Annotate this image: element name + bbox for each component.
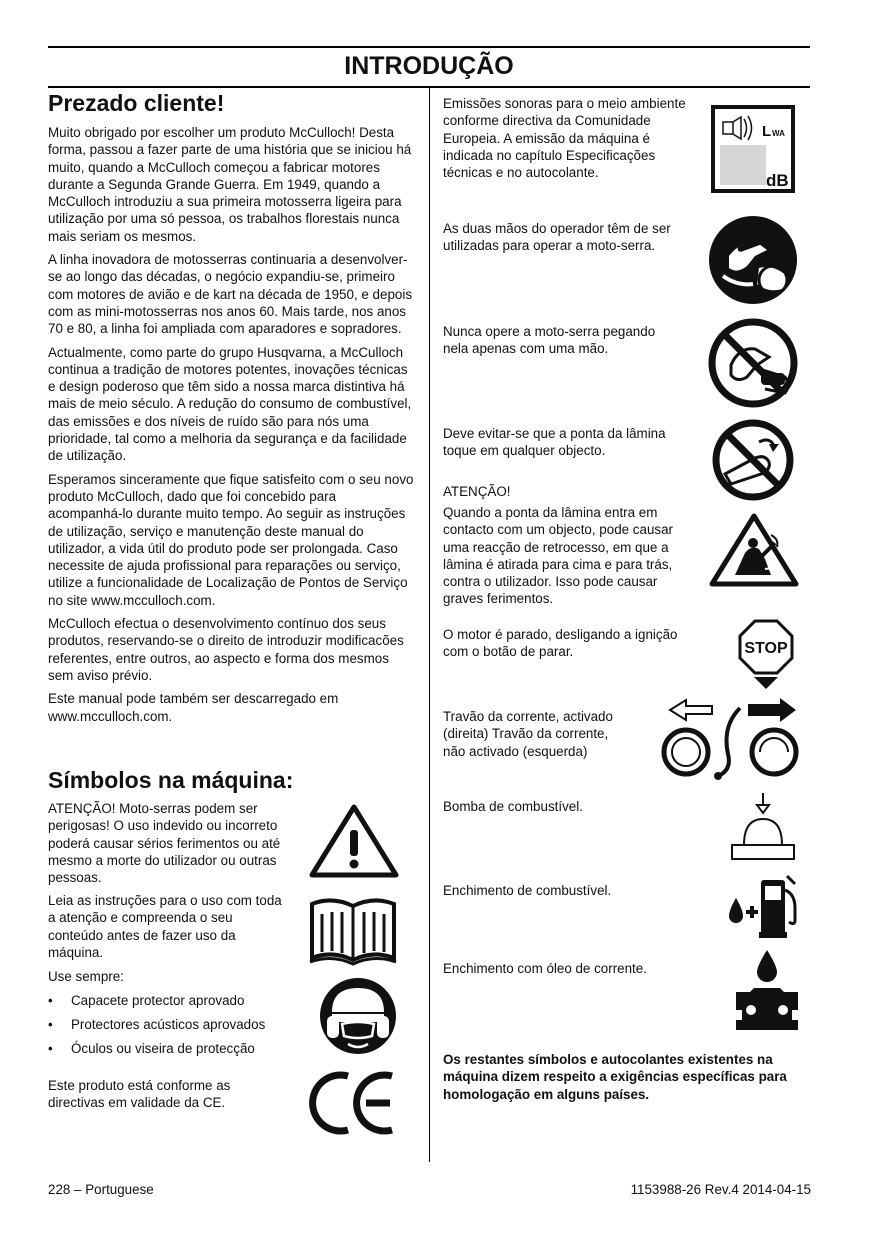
intro-paragraph: Este manual pode também ser descarregado em www.mcculloch.com. xyxy=(48,691,339,724)
fuel-pump-text: Bomba de combustível. xyxy=(443,799,583,814)
list-item: • Protectores acústicos aprovados xyxy=(48,1016,266,1032)
symbols-use-always-text: Use sempre: xyxy=(48,969,124,984)
symbols-heading: Símbolos na máquina: xyxy=(48,767,294,793)
closing-note: Os restantes símbolos e autocolantes existentes na máquina dizem respeito a exigências específicas para homologação em alguns países. xyxy=(443,1052,787,1102)
intro-paragraph: McCulloch efectua o desenvolvimento contínuo dos seus produtos, reservando-se o direito de introduzir modificacões referentes, entre outros, ao aspecto e forma dos mesmos sem aviso prévio. xyxy=(48,616,404,683)
intro-paragraph: Muito obrigado por escolher um produto McCulloch! Desta forma, passou a fazer parte de uma história que se iniciou há muito, quando a McCulloch começou a fabricar motores durante a Segunda Grande Guerra. Em 1949, quando a McCulloch introduziu a sua primeira motosserra ligeira para utilização por uma só pessoa, os trabalhos florestais nunca mais seriam os mesmos. xyxy=(48,125,412,244)
fuel-fill-text: Enchimento de combustível. xyxy=(443,883,612,898)
noise-text: Emissões sonoras para o meio ambiente conforme directiva da Comunidade Europeia. A emissão da máquina é indicada no capítulo Especificações técnicas e no autocolante. xyxy=(443,96,686,181)
intro-heading: Prezado cliente! xyxy=(48,90,225,116)
bullet-list xyxy=(48,992,265,1057)
page-title: INTRODUÇÃO xyxy=(344,52,514,80)
no-tip-contact-icon xyxy=(711,418,795,502)
stop-button-icon xyxy=(738,619,794,691)
intro-paragraph: Actualmente, como parte do grupo Husqvarna, a McCulloch continua a tradição de motores potentes, inovações técnicas e design poderoso que têm sido a nossa marca distintiva há mais de meio século. A redução do consumo de combustível, das emissões e dos níveis de ruído são para nós uma prioridade, tal como a melhoria da segurança e da facilidade de utilização. xyxy=(48,344,412,464)
svg-text:L: L xyxy=(762,123,772,140)
svg-text:WA: WA xyxy=(772,129,785,138)
column-divider xyxy=(429,87,430,1162)
protective-gear-icon xyxy=(318,976,398,1056)
chain-oil-icon xyxy=(734,948,800,1034)
noise-label-icon xyxy=(711,105,795,193)
intro-paragraph: A linha inovadora de motosserras continuaria a desenvolver-se ao longo das décadas, o negócio expandiu-se, primeiro com motores de avião e de kart na década de 1950, e depois com as mini-motosserras nos anos 60. Mais tarde, nos anos 70 e 80, a linha foi ampliada com aparadores e sopradores. xyxy=(48,252,413,337)
list-item: • Óculos ou viseira de protecção xyxy=(48,1040,255,1056)
footer-doc-reference: 1153988-26 Rev.4 2014-04-15 xyxy=(630,1182,811,1197)
intro-body xyxy=(48,124,414,731)
oil-fill-text: Enchimento com óleo de corrente. xyxy=(443,961,647,976)
kickback-warning-icon xyxy=(709,513,799,587)
no-one-hand-icon xyxy=(707,317,799,409)
ce-mark-icon xyxy=(308,1068,400,1138)
two-hands-text: As duas mãos do operador têm de ser utilizadas para operar a moto-serra. xyxy=(443,221,671,254)
footer-page-number: 228 – Portuguese xyxy=(48,1182,154,1197)
chain-brake-text: Travão da corrente, activado (direita) Travão da corrente, não activado (esquerda) xyxy=(443,709,613,759)
fuel-fill-icon xyxy=(727,868,801,940)
tip-text: Deve evitar-se que a ponta da lâmina toque em qualquer objecto. xyxy=(443,426,666,459)
kickback-text: Quando a ponta da lâmina entra em contacto com um objecto, pode causar uma reacção de retrocesso, em que a lâmina é atirada para cima e para trás, contra o utilizador. Isso pode causar graves ferimentos. xyxy=(443,505,674,607)
svg-text:dB: dB xyxy=(766,171,789,190)
warning-triangle-icon xyxy=(308,804,400,878)
stop-text: O motor é parado, desligando a ignição com o botão de parar. xyxy=(443,627,678,660)
svg-text:STOP: STOP xyxy=(744,640,788,657)
intro-paragraph: Esperamos sinceramente que fique satisfeito com o seu novo produto McCulloch, dado que foi concebido para acompanhá-lo durante muito tempo. Ao seguir as instruções de utilização, serviço e manutenção deste manual do utilizador, a vida útil do produto pode ser prolongada. Caso necessite de ajuda profissional para reparações ou serviço, utilize a funcionalidade de Localização de Pontos de Serviço no site www.mcculloch.com. xyxy=(48,471,414,608)
two-hands-icon xyxy=(707,214,799,306)
symbols-warning-text: ATENÇÃO! Moto-serras podem ser perigosas! O uso indevido ou incorreto poderá causar sérios ferimentos ou até mesmo a morte do utilizador ou outras pessoas. xyxy=(48,801,281,886)
header-top-rule xyxy=(48,46,810,48)
chain-brake-icon xyxy=(656,700,806,780)
ce-text: Este produto está conforme as directivas em validade da CE. xyxy=(48,1078,231,1111)
one-hand-text: Nunca opere a moto-serra pegando nela apenas com uma mão. xyxy=(443,324,656,357)
kickback-title: ATENÇÃO! xyxy=(443,484,511,499)
list-item: • Capacete protector aprovado xyxy=(48,993,245,1008)
fuel-pump-icon xyxy=(730,793,796,863)
symbols-read-manual-text: Leia as instruções para o uso com toda a atenção e compreenda o seu conteúdo antes de fazer uso da máquina. xyxy=(48,893,282,960)
book-icon xyxy=(308,896,398,966)
